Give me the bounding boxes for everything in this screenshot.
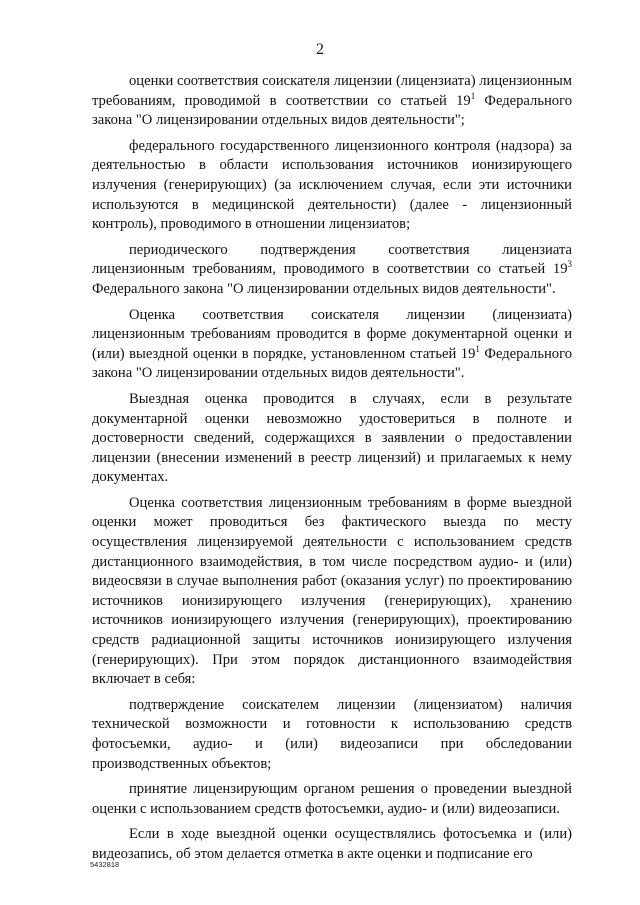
paragraph-5: Выездная оценка проводится в случаях, если в результате документарной оценки невозможно удостовериться в полноте и достоверности сведений, содержащихся в заявлении о предоставлении лицензии (внесении изменений в реестр лицензий) и прилагаемых к нему документах. (92, 390, 572, 486)
document-body (92, 72, 572, 871)
paragraph-8: принятие лицензирующим органом решения о проведении выездной оценки с использованием средств фотосъемки, аудио- и (или) видеозаписи. (92, 781, 572, 817)
paragraph-6: Оценка соответствия лицензионным требованиям в форме выездной оценки может проводиться без фактического выезда по месту осуществления лицензируемой деятельности с использованием средств дистанционного взаимодействия, в том числе посредством аудио- и (или) видеосвязи в случае выполнения работ (оказания услуг) по проектированию источников ионизирующего излучения (генерирующих), хранению источников ионизирующего излучения (генерирующих), проектированию средств радиационной защиты источников ионизирующего излучения (генерирующих). При этом порядок дистанционного взаимодействия включает в себя: (92, 494, 572, 688)
document-code: 5432818 (90, 860, 120, 869)
paragraph-1: оценки соответствия соискателя лицензии (лицензиата) лицензионным требованиям, проводимой в соответствии со статьей $19^1$ Федерального закона "О лицензировании отдельных видов деятельности"; (92, 73, 573, 129)
paragraph-4: Оценка соответствия соискателя лицензии (лицензиата) лицензионным требованиям проводится в форме документарной оценки и (или) выездной оценки в порядке, установленном статьей $19^1$ Федерального закона "О лицензировании отдельных видов деятельности". (92, 306, 573, 382)
paragraph-7: подтверждение соискателем лицензии (лицензиатом) наличия технической возможности и готовности к использованию средств фотосъемки, аудио- и (или) видеозаписи при обследовании производственных объектов; (92, 696, 572, 772)
paragraph-9: Если в ходе выездной оценки осуществлялись фотосъемка и (или) видеозапись, об этом делается отметка в акте оценки и подписание его (92, 826, 572, 862)
paragraph-2: федерального государственного лицензионного контроля (надзора) за деятельностью в области использования источников ионизирующего излучения (генерирующих) (за исключением случая, если эти источники используются в медицинской деятельности) (далее - лицензионный контроль), проводимого в отношении лицензиатов; (92, 137, 572, 233)
paragraph-3: периодического подтверждения соответствия лицензиата лицензионным требованиям, проводимого в соответствии со статьей $19^3$ Федерального закона "О лицензировании отдельных видов деятельности". (92, 241, 572, 297)
page-number: 2 (316, 41, 324, 58)
